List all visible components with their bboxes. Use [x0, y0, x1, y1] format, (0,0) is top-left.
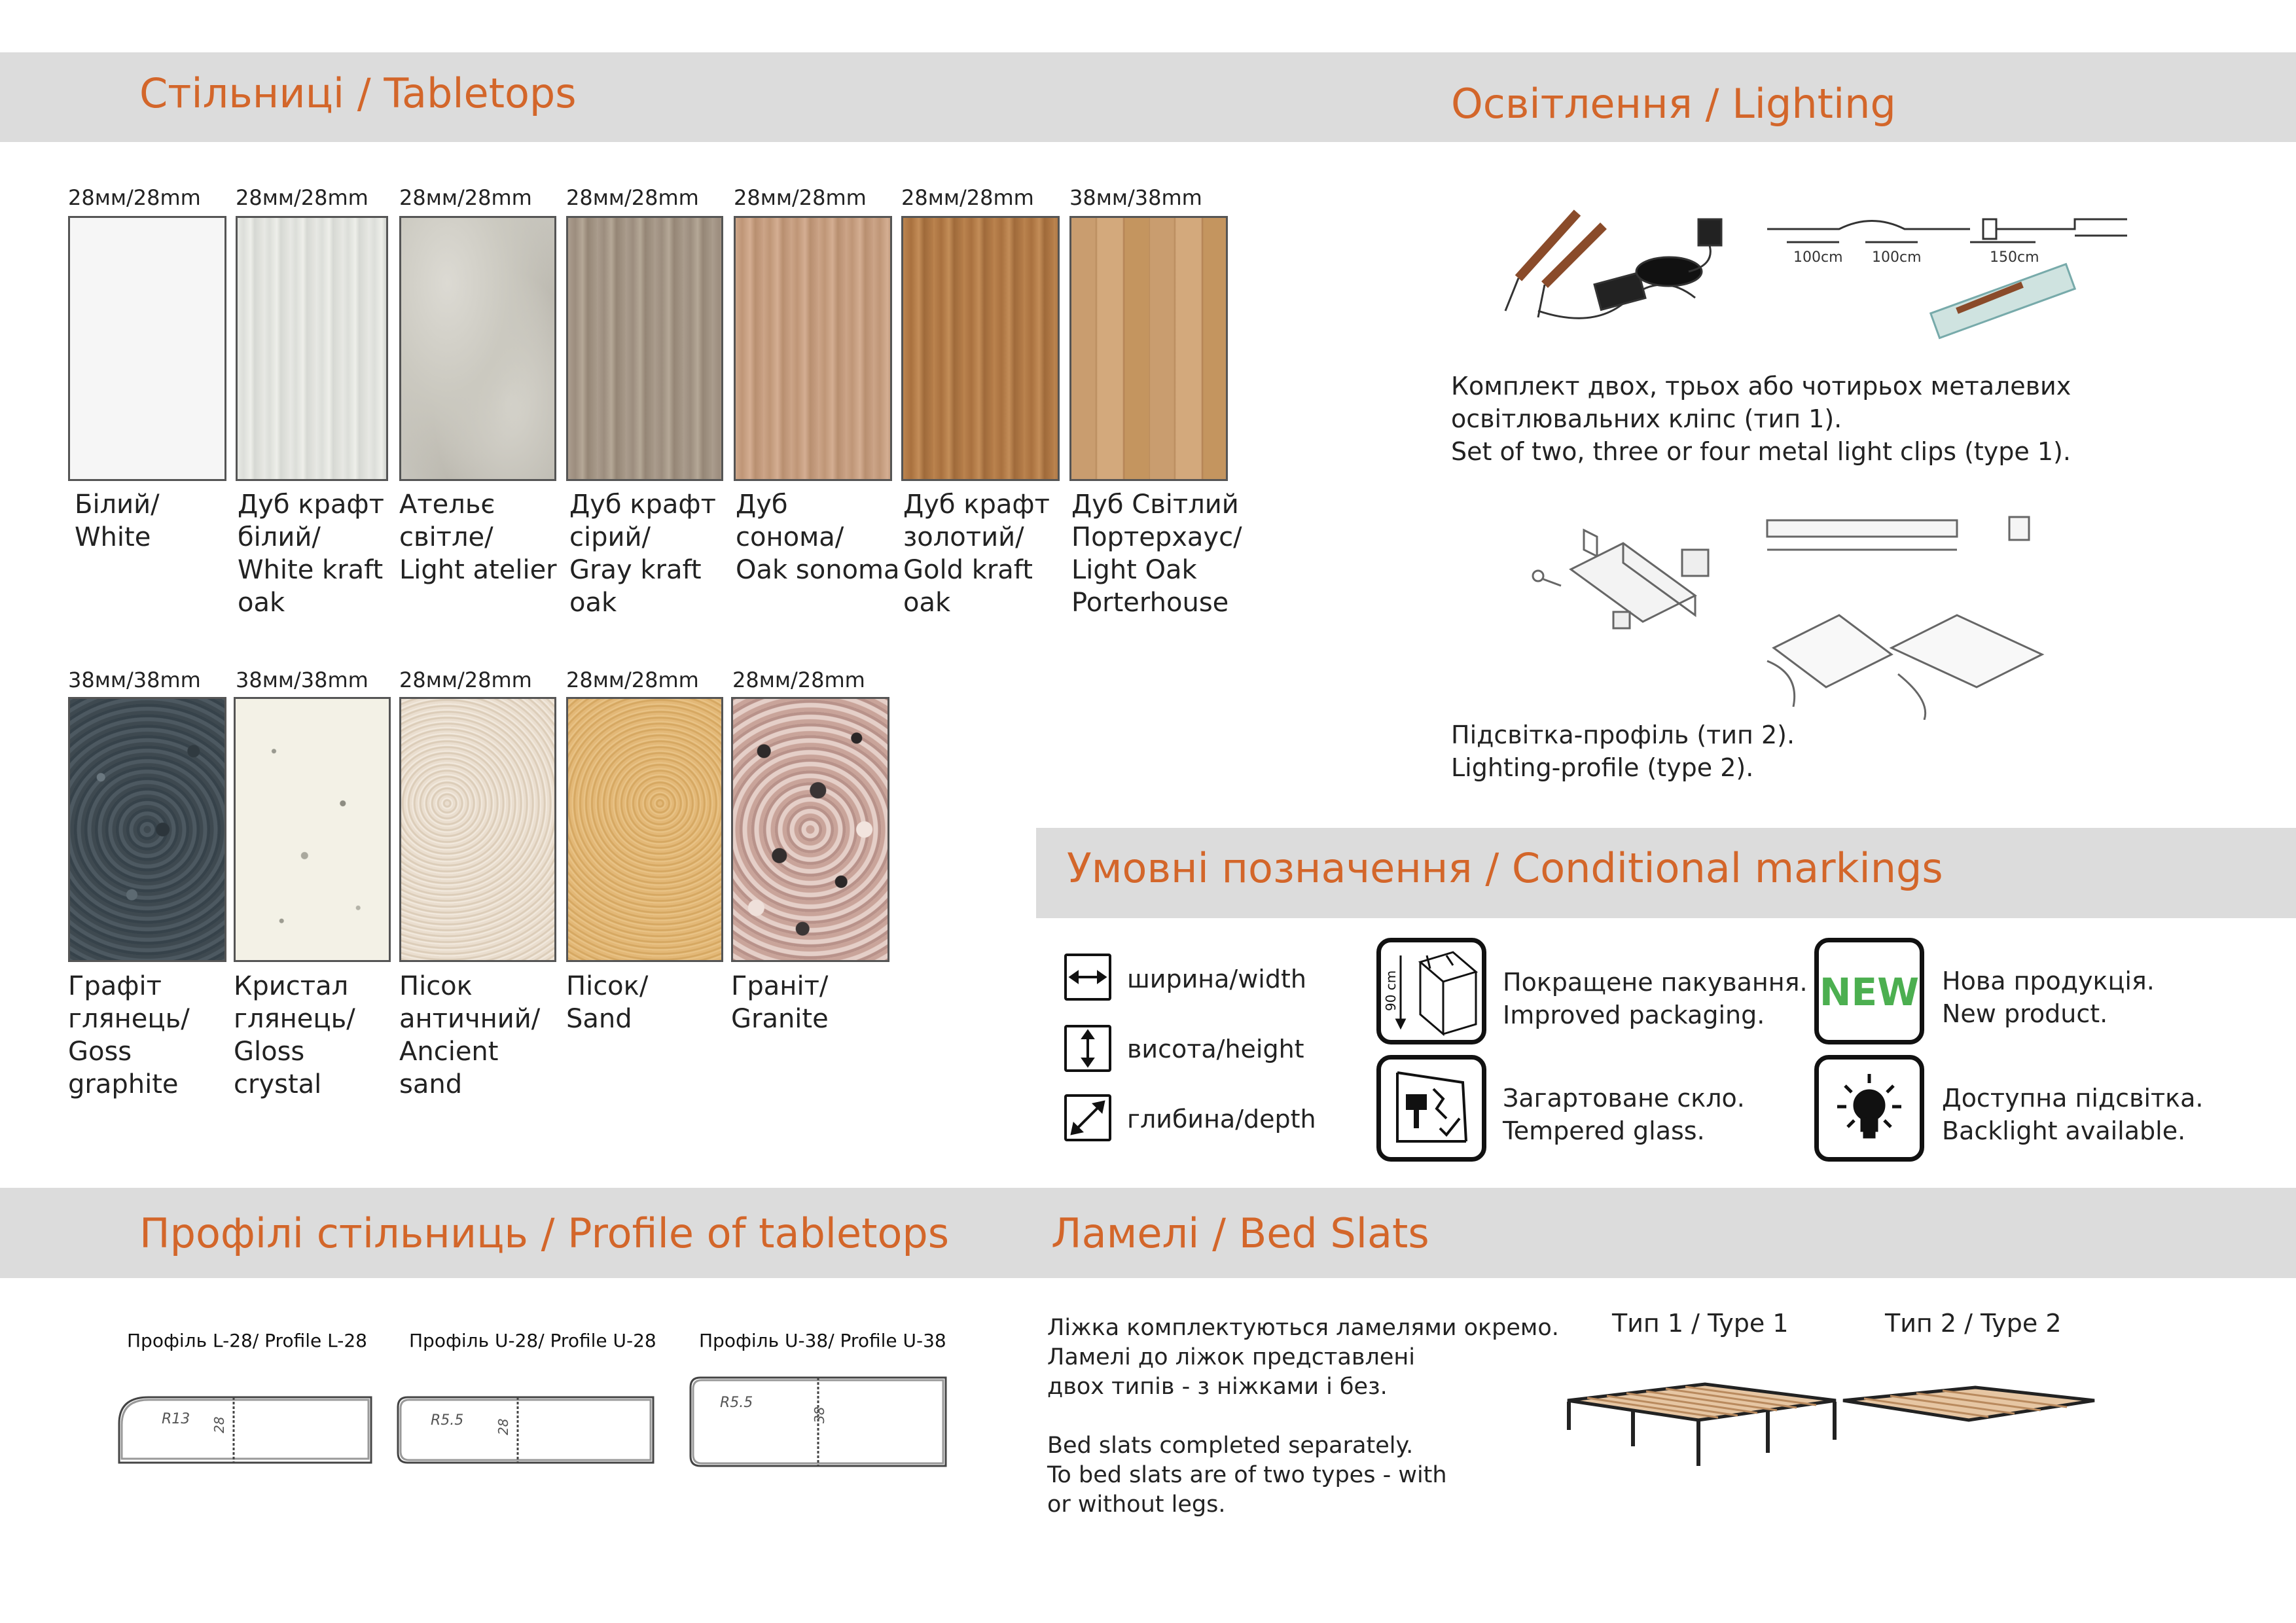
width-arrow-icon: [1064, 954, 1111, 1001]
lighting-title: Освітлення / Lighting: [1451, 80, 1896, 128]
profiles-title: Профілі стільниць / Profile of tabletops: [139, 1209, 950, 1257]
profile-height: 28: [211, 1416, 227, 1433]
profile-height: 38: [812, 1406, 827, 1423]
glass-label: Загартоване скло. Tempered glass.: [1503, 1084, 1745, 1145]
tabletop-label: Дуб крафт золотий/ Gold kraft oak: [903, 490, 1050, 618]
kit-dim-2: 100cm: [1872, 249, 1922, 266]
tabletop-thickness: 28мм/28mm: [399, 668, 532, 692]
lightbulb-icon: [1814, 1055, 1924, 1162]
slats-type2-label: Тип 2 / Type 2: [1885, 1309, 2062, 1338]
box-icon: [1376, 938, 1486, 1044]
profile-height: 28: [495, 1418, 511, 1435]
profile-radius: R5.5: [720, 1395, 753, 1411]
tabletop-thickness: 28мм/28mm: [566, 185, 699, 210]
tabletop-label: Пісок/ Sand: [566, 971, 649, 1034]
lighting-profile-text: Підсвітка-профіль (тип 2). Lighting-profile (type 2).: [1451, 721, 1795, 782]
tabletop-swatch: [566, 697, 723, 962]
profile-label: Профіль L-28/ Profile L-28: [127, 1330, 367, 1351]
tabletop-label: Дуб крафт білий/ White kraft oak: [238, 490, 384, 618]
tabletop-swatch: [68, 697, 226, 962]
new-badge-text: NEW: [1819, 970, 1920, 1014]
profile-u38-drawing: [684, 1371, 952, 1472]
tabletop-swatch: [901, 216, 1060, 481]
depth-label: глибина/depth: [1127, 1105, 1316, 1133]
tabletop-thickness: 38мм/38mm: [1069, 185, 1202, 210]
new-product-label: Нова продукція. New product.: [1942, 967, 2155, 1028]
tabletop-thickness: 28мм/28mm: [734, 185, 867, 210]
tempered-glass-icon: [1376, 1055, 1486, 1162]
height-label: висота/height: [1127, 1035, 1304, 1063]
tabletops-title: Стільниці / Tabletops: [139, 69, 577, 117]
tabletop-swatch: [399, 697, 556, 962]
light-clips-illustration: [1499, 200, 2153, 357]
tabletop-label: Пісок античний/ Ancient sand: [399, 971, 541, 1099]
kit-dim-3: 150cm: [1990, 249, 2039, 266]
tabletop-swatch: [234, 697, 391, 962]
tabletop-label: Дуб сонома/ Oak sonoma: [736, 490, 900, 585]
tabletop-thickness: 28мм/28mm: [732, 668, 865, 692]
markings-title: Умовні позначення / Conditional markings: [1067, 844, 1943, 892]
tabletop-thickness: 28мм/28mm: [68, 185, 201, 210]
profile-l28-drawing: [113, 1391, 374, 1469]
profile-radius: R13: [162, 1411, 190, 1427]
tabletop-label: Граніт/ Granite: [731, 971, 829, 1034]
tabletop-thickness: 28мм/28mm: [399, 185, 532, 210]
light-profile-illustration: [1525, 504, 2062, 720]
tabletop-swatch: [731, 697, 889, 962]
profile-label: Профіль U-28/ Profile U-28: [409, 1330, 656, 1351]
tabletop-label: Графіт глянець/ Goss graphite: [68, 971, 190, 1099]
tabletop-label: Дуб крафт сірий/ Gray kraft oak: [569, 490, 716, 618]
tabletop-thickness: 28мм/28mm: [901, 185, 1034, 210]
slats-title: Ламелі / Bed Slats: [1051, 1209, 1429, 1257]
height-arrow-icon: [1064, 1025, 1111, 1072]
tabletop-swatch: [1069, 216, 1228, 481]
tabletop-swatch: [566, 216, 723, 481]
kit-dim-1: 100cm: [1793, 249, 1843, 266]
tabletop-swatch: [68, 216, 226, 481]
tabletop-swatch: [734, 216, 892, 481]
tabletop-thickness: 38мм/38mm: [68, 668, 201, 692]
tabletop-label: Дуб Світлий Портерхаус/ Light Oak Porterhouse: [1071, 490, 1242, 618]
profile-radius: R5.5: [431, 1412, 464, 1429]
slats-type2-image: [1838, 1381, 2100, 1427]
slats-text: Ліжка комплектуються ламелями окремо. Ламелі до ліжок представлені двох типів - з ніжками і без. Bed slats completed separately. To bed slats are of two types - with or without legs.: [1047, 1315, 1559, 1518]
depth-arrow-icon: [1064, 1094, 1111, 1141]
tabletop-thickness: 28мм/28mm: [566, 668, 699, 692]
tabletop-label: Кристал глянець/ Gloss crystal: [234, 971, 355, 1099]
slats-type1-label: Тип 1 / Type 1: [1612, 1309, 1789, 1338]
tabletop-thickness: 28мм/28mm: [236, 185, 368, 210]
tabletop-swatch: [236, 216, 388, 481]
slats-type1-image: [1561, 1374, 1842, 1472]
tabletop-swatch: [399, 216, 556, 481]
lighting-clips-text: Комплект двох, трьох або чотирьох металевих освітлювальних кліпс (тип 1). Set of two, three or four metal light clips (type 1).: [1451, 372, 2072, 466]
packaging-label: Покращене пакування. Improved packaging.: [1503, 968, 1808, 1029]
width-label: ширина/width: [1127, 965, 1306, 993]
tabletop-label: Білий/ White: [75, 490, 160, 552]
profile-label: Профіль U-38/ Profile U-38: [699, 1330, 946, 1351]
packaging-badge: 90 cm: [1383, 970, 1399, 1011]
profile-u28-drawing: [391, 1391, 660, 1469]
tabletop-thickness: 38мм/38mm: [236, 668, 368, 692]
tabletop-label: Ательє світле/ Light atelier: [399, 490, 557, 585]
backlight-label: Доступна підсвітка. Backlight available.: [1942, 1084, 2204, 1145]
new-badge-icon: [1814, 938, 1924, 1044]
